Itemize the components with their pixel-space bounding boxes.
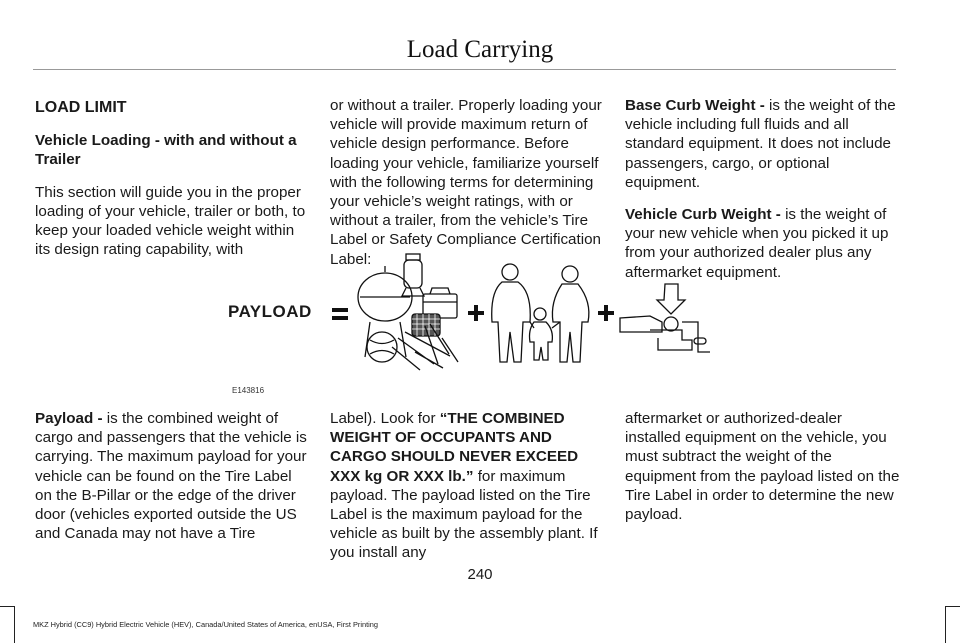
plus-icon [468, 305, 484, 321]
payload-figure [220, 252, 710, 407]
payload-illustration [220, 252, 710, 407]
intro-paragraph: This section will guide you in the proper loading of your vehicle, trailer or both, to keep your loaded vehicle weight within its design rating capability, with [35, 183, 306, 259]
vehicle-curb-weight-text: is the weight of your new vehicle when you picked it up from your authorized dealer plus any aftermarket equipment. [625, 206, 889, 281]
payload-label-pre: Label). Look for [330, 410, 440, 427]
page-number: 240 [467, 566, 493, 583]
equals-icon [332, 308, 348, 320]
footer-text: MKZ Hybrid (CC9) Hybrid Electric Vehicle (HEV), Canada/United States of America, enUSA, First Printing [33, 620, 379, 629]
trailer-hitch-icon [620, 284, 710, 352]
page-header-title: Load Carrying [406, 36, 554, 63]
crop-mark [946, 606, 960, 607]
payload-label-paragraph [330, 409, 605, 563]
column-1-top [35, 96, 310, 272]
aftermarket-paragraph: aftermarket or authorized-dealer installed equipment on the vehicle, you must subtract the weight of the equipment from the payload listed on the Tire Label in order to determine the new payload. [625, 410, 900, 524]
payload-label-post: for maximum payload. The payload listed on the Tire Label is the maximum payload for the vehicle as built by the assembly plant. If you install any [330, 467, 598, 562]
payload-label: PAYLOAD [228, 302, 312, 321]
vehicle-curb-weight-term: Vehicle Curb Weight - [625, 206, 786, 224]
crop-mark [0, 606, 14, 607]
payload-text: is the combined weight of cargo and passengers that the vehicle is carrying. The maximum payload for your vehicle can be found on the Tire Label on the B-Pillar or the edge of the driver door (vehicles exported outside the US and Canada may not have a Tire [35, 410, 307, 543]
plus-icon [598, 305, 614, 321]
header-rule [33, 69, 896, 70]
base-curb-weight-text: is the weight of the vehicle including full fluids and all standard equipment. It does not include passengers, cargo, or optional equipment. [625, 97, 896, 191]
subsection-title: Vehicle Loading - with and without a Trailer [35, 132, 297, 169]
cargo-icon [358, 254, 458, 370]
passengers-icon [492, 264, 589, 362]
column-3-bottom [625, 409, 900, 537]
payload-definition [35, 409, 310, 543]
intro-continued-paragraph: or without a trailer. Properly loading your vehicle will provide maximum return of vehicle design performance. Before loading your vehicle, familiarize yourself with the following terms for determining your vehicle’s weight ratings, with or without a trailer, from the vehicle’s Tire Label or Safety Compliance Certification Label: [330, 97, 602, 268]
column-1-bottom [35, 409, 310, 556]
figure-code: E143816 [232, 386, 265, 395]
column-2-bottom [330, 409, 605, 576]
payload-term: Payload - [35, 410, 107, 427]
crop-mark [945, 606, 946, 643]
base-curb-weight-term: Base Curb Weight - [625, 97, 770, 114]
crop-mark [14, 606, 15, 643]
base-curb-weight-definition [625, 96, 900, 192]
payload-warning-text: “THE COMBINED WEIGHT OF OCCUPANTS AND CARGO SHOULD NEVER EXCEED XXX kg OR XXX lb.” [330, 410, 579, 485]
section-title: LOAD LIMIT [35, 99, 127, 116]
